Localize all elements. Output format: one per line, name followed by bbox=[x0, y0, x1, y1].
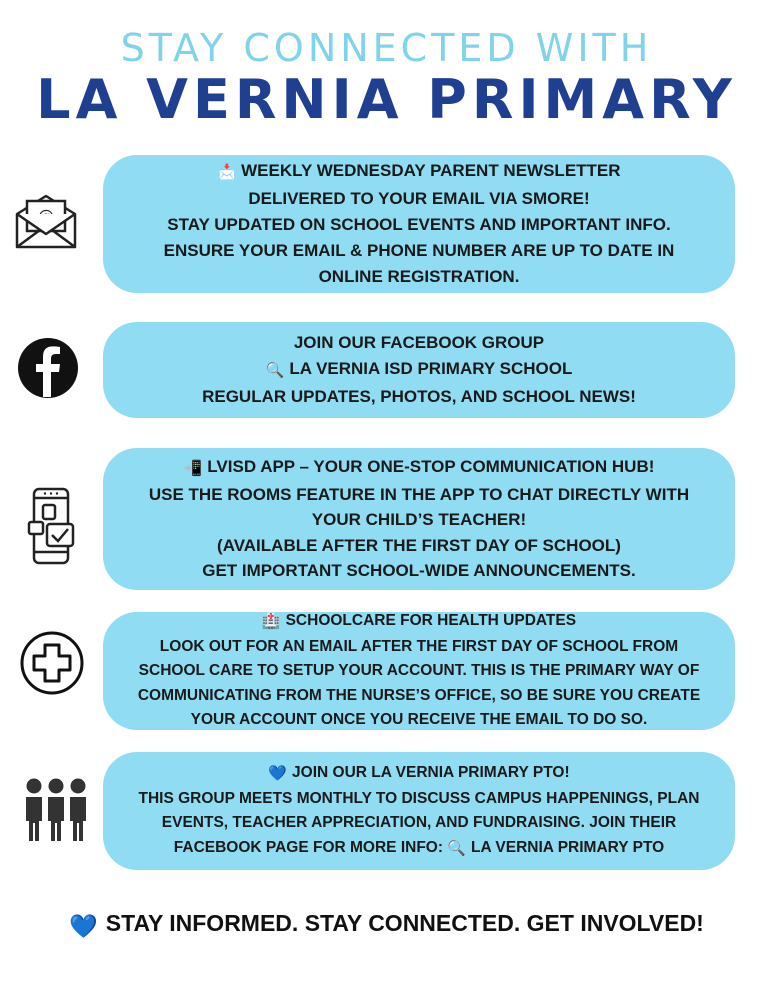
footer-tagline: 💙 STAY INFORMED. STAY CONNECTED. GET INVOLVED! bbox=[69, 910, 704, 939]
card-line: USE THE ROOMS FEATURE IN THE APP TO CHAT DIRECTLY WITH bbox=[148, 484, 690, 504]
card-heading: JOIN OUR FACEBOOK GROUP bbox=[293, 333, 545, 352]
card-line: REGULAR UPDATES, PHOTOS, AND SCHOOL NEWS! bbox=[202, 387, 636, 406]
card-line: YOUR ACCOUNT ONCE YOU RECEIVE THE EMAIL TO DO SO. bbox=[190, 711, 648, 729]
newsletter-card bbox=[103, 155, 735, 293]
facebook-icon bbox=[17, 337, 79, 399]
mobile-app-icon bbox=[25, 486, 77, 566]
card-line: FACEBOOK PAGE FOR MORE INFO: 🔍 LA VERNIA PRIMARY PTO bbox=[174, 836, 664, 862]
header-subtitle: STAY CONNECTED WITH bbox=[120, 26, 653, 70]
facebook-group-card bbox=[103, 322, 735, 418]
card-line: DELIVERED TO YOUR EMAIL VIA SMORE! bbox=[248, 189, 590, 208]
page-title: LA VERNIA PRIMARY bbox=[36, 68, 737, 131]
card-line: STAY UPDATED ON SCHOOL EVENTS AND IMPORTANT INFO. bbox=[167, 215, 671, 234]
mobile-arrow-icon: 📲 bbox=[183, 460, 203, 478]
card-line: 🔍 LA VERNIA ISD PRIMARY SCHOOL bbox=[266, 356, 573, 384]
card-line: GET IMPORTANT SCHOOL-WIDE ANNOUNCEMENTS. bbox=[202, 561, 636, 581]
card-line: YOUR CHILD’S TEACHER! bbox=[311, 510, 527, 530]
card-heading: 🏥 SCHOOLCARE FOR HEALTH UPDATES bbox=[262, 609, 576, 635]
lvisd-app-card bbox=[103, 448, 735, 590]
magnifier-icon: 🔍 bbox=[447, 839, 467, 857]
schoolcare-card bbox=[103, 612, 735, 730]
hospital-icon: 🏥 bbox=[261, 613, 281, 631]
magnifier-icon: 🔍 bbox=[265, 362, 285, 379]
card-heading: 💙 JOIN OUR LA VERNIA PRIMARY PTO! bbox=[268, 761, 569, 787]
card-line: THIS GROUP MEETS MONTHLY TO DISCUSS CAMPUS HAPPENINGS, PLAN bbox=[138, 789, 700, 807]
group-people-icon bbox=[24, 777, 88, 843]
card-line: EVENTS, TEACHER APPRECIATION, AND FUNDRAISING. JOIN THEIR bbox=[161, 814, 677, 831]
blue-heart-icon: 💙 bbox=[69, 913, 98, 939]
card-heading: 📩 WEEKLY WEDNESDAY PARENT NEWSLETTER bbox=[217, 158, 620, 186]
inbox-tray-icon: 📩 bbox=[217, 164, 237, 181]
card-heading: 📲 LVISD APP – YOUR ONE-STOP COMMUNICATION HUB! bbox=[184, 454, 655, 482]
blue-heart-icon: 💙 bbox=[268, 765, 288, 782]
card-line: (AVAILABLE AFTER THE FIRST DAY OF SCHOOL) bbox=[217, 535, 621, 555]
card-line: ONLINE REGISTRATION. bbox=[318, 267, 520, 286]
card-line: ENSURE YOUR EMAIL & PHONE NUMBER ARE UP TO DATE IN bbox=[163, 241, 675, 260]
email-envelope-icon bbox=[14, 194, 78, 250]
pto-card bbox=[103, 752, 735, 870]
card-line: LOOK OUT FOR AN EMAIL AFTER THE FIRST DAY OF SCHOOL FROM bbox=[159, 637, 679, 655]
card-line: COMMUNICATING FROM THE NURSE’S OFFICE, SO BE SURE YOU CREATE bbox=[137, 686, 701, 704]
health-cross-icon bbox=[19, 630, 85, 696]
card-line: SCHOOL CARE TO SETUP YOUR ACCOUNT. THIS IS THE PRIMARY WAY OF bbox=[138, 662, 700, 680]
